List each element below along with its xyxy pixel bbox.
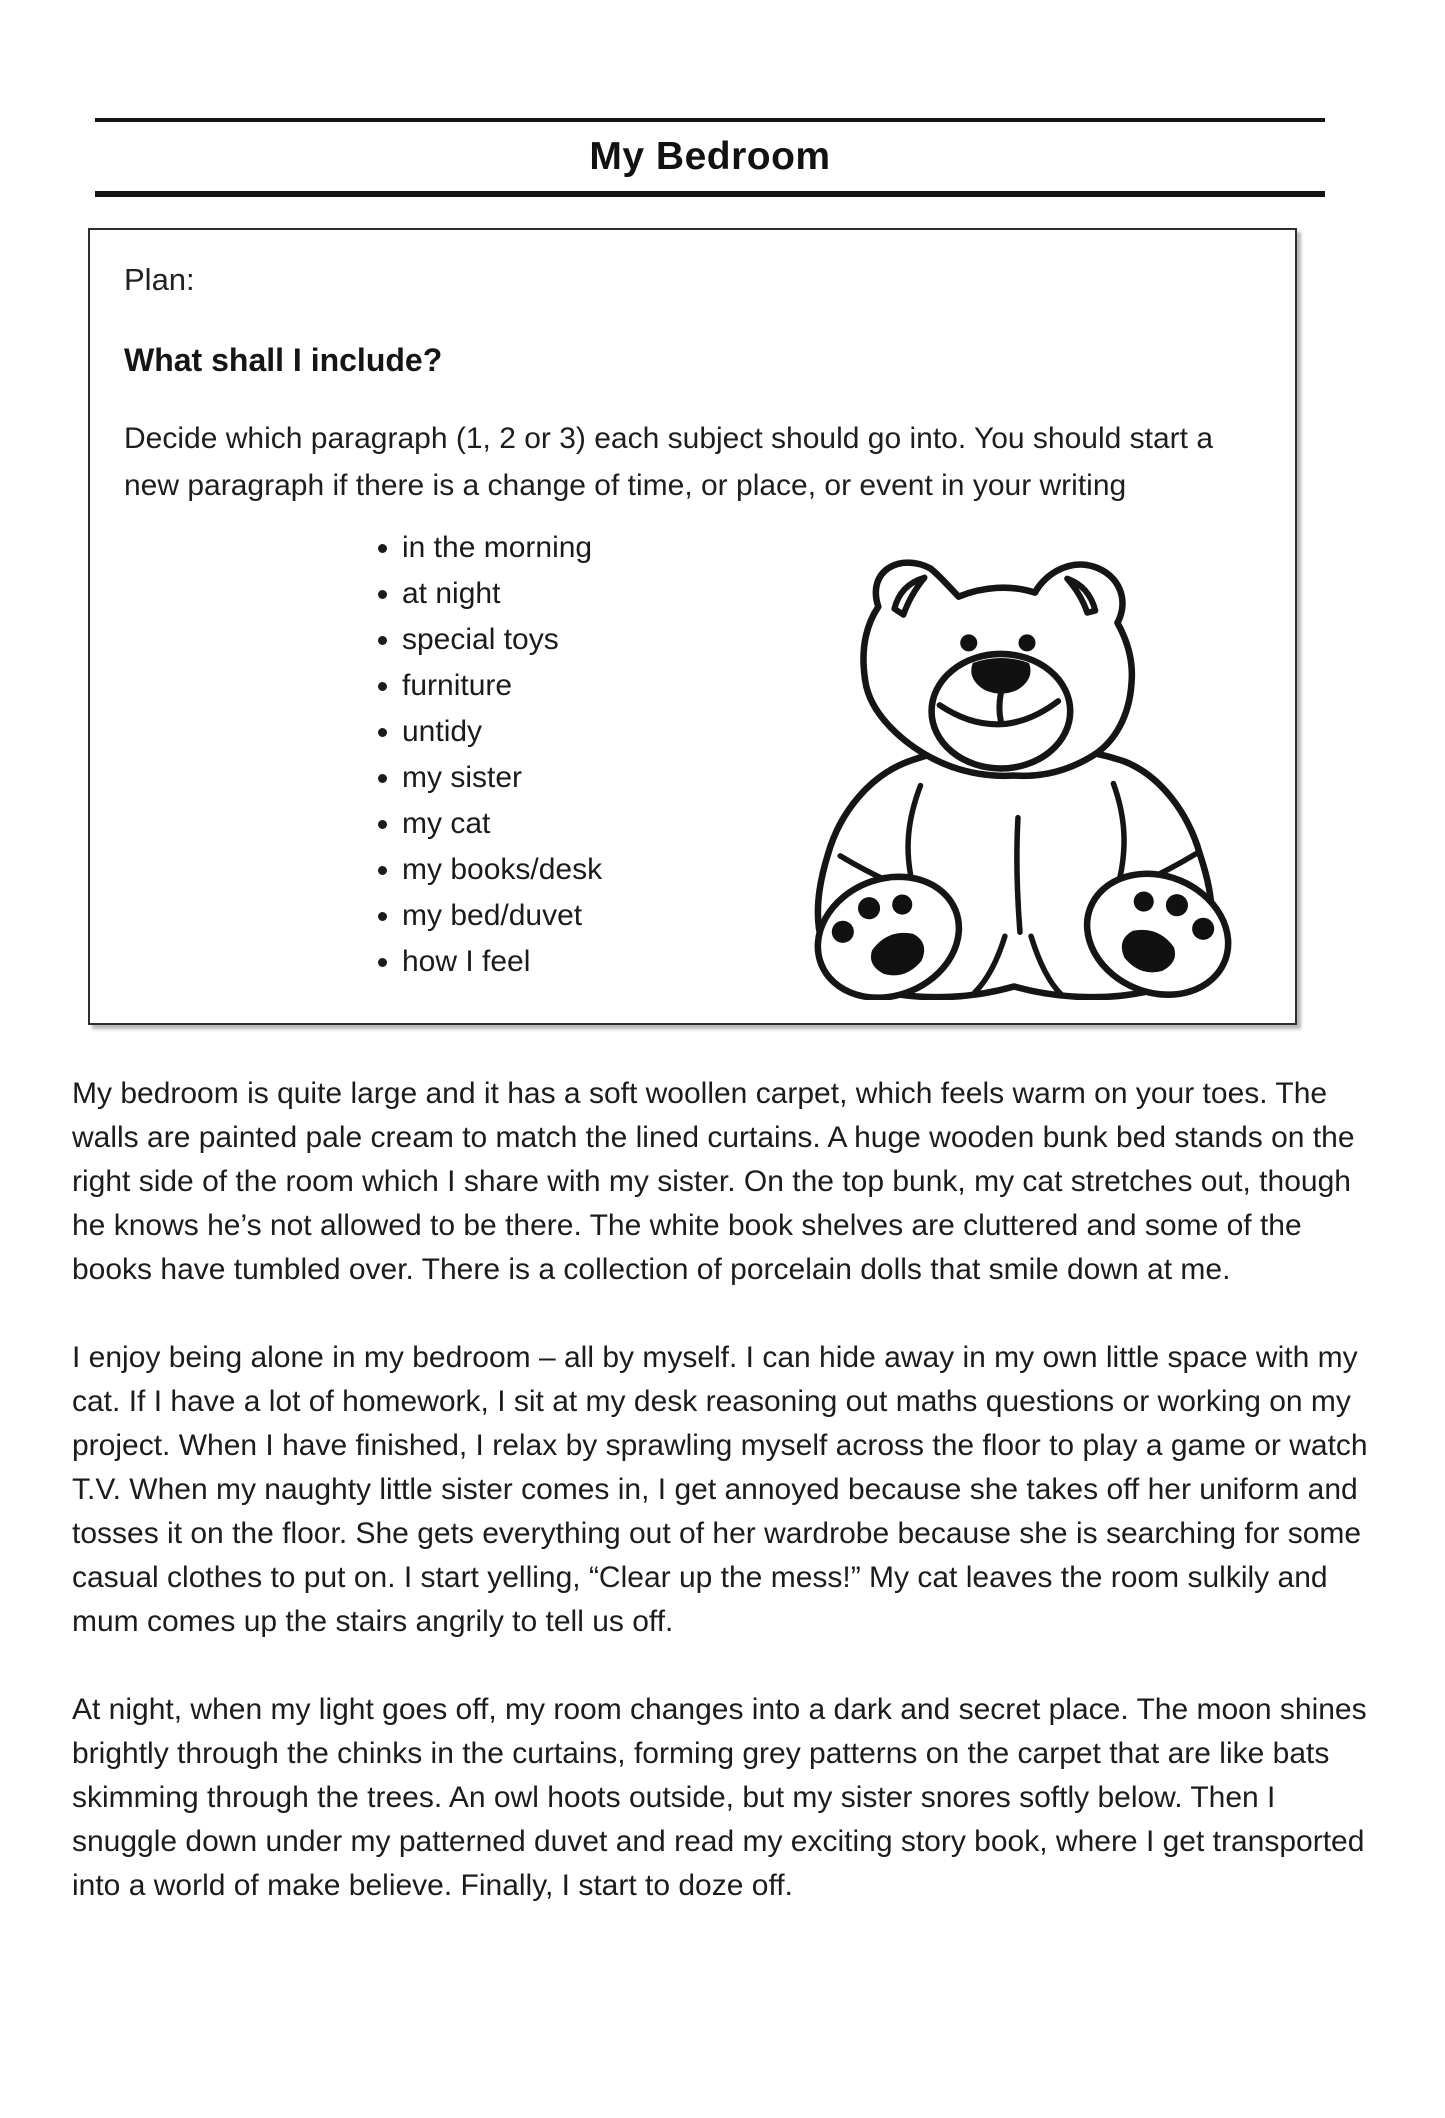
plan-bullet-item: • at night [402, 571, 1261, 617]
plan-box [88, 228, 1297, 1025]
plan-bullet-item: • special toys [402, 617, 1261, 663]
essay-paragraph-3: At night, when my light goes off, my room changes into a dark and secret place. The moon shines brightly through the chinks in the curtains, forming grey patterns on the carpet that are like bats skimming through the trees. An owl hoots outside, but my sister snores softly below. Then I snuggle down under my patterned duvet and read my exciting story book, where I get transported into a world of make believe. Finally, I start to doze off. [72, 1693, 1367, 1902]
title-block [95, 118, 1325, 197]
plan-heading: What shall I include? [124, 342, 443, 378]
plan-bullet-item: • furniture [402, 663, 1261, 709]
plan-bullet-item: • my books/desk [402, 847, 1261, 893]
teddy-bear-illustration [808, 552, 1240, 1000]
title-rule-bottom [95, 191, 1325, 197]
plan-label: Plan: [124, 262, 195, 297]
plan-bullet-item: • in the morning [402, 525, 1261, 571]
plan-bullet-item: • my bed/duvet [402, 893, 1261, 939]
plan-bullet-item: • how I feel [402, 939, 1261, 985]
essay [72, 1072, 1380, 1952]
plan-bullet-item: • untidy [402, 709, 1261, 755]
teddy-bear-icon [808, 552, 1240, 1000]
page-title: My Bedroom [589, 135, 831, 178]
essay-paragraph-2: I enjoy being alone in my bedroom – all by myself. I can hide away in my own little space with my cat. If I have a lot of homework, I sit at my desk reasoning out maths questions or working on my project. When I have finished, I relax by sprawling myself across the floor to play a game or watch T.V. When my naughty little sister comes in, I get annoyed because she takes off her uniform and tosses it on the floor. She gets everything out of her wardrobe because she is searching for some casual clothes to put on. I start yelling, “Clear up the mess!” My cat leaves the room sulkily and mum comes up the stairs angrily to tell us off. [72, 1341, 1368, 1638]
plan-bullet-item: • my cat [402, 801, 1261, 847]
plan-bullet-item: • my sister [402, 755, 1261, 801]
essay-paragraph-1: My bedroom is quite large and it has a soft woollen carpet, which feels warm on your toes. The walls are painted pale cream to match the lined curtains. A huge wooden bunk bed stands on the right side of the room which I share with my sister. On the top bunk, my cat stretches out, though he knows he’s not allowed to be there. The white book shelves are cluttered and some of the books have tumbled over. There is a collection of porcelain dolls that smile down at me. [72, 1077, 1355, 1286]
plan-instructions: Decide which paragraph (1, 2 or 3) each subject should go into. You should start a new paragraph if there is a change of time, or place, or event in your writing [124, 422, 1214, 502]
